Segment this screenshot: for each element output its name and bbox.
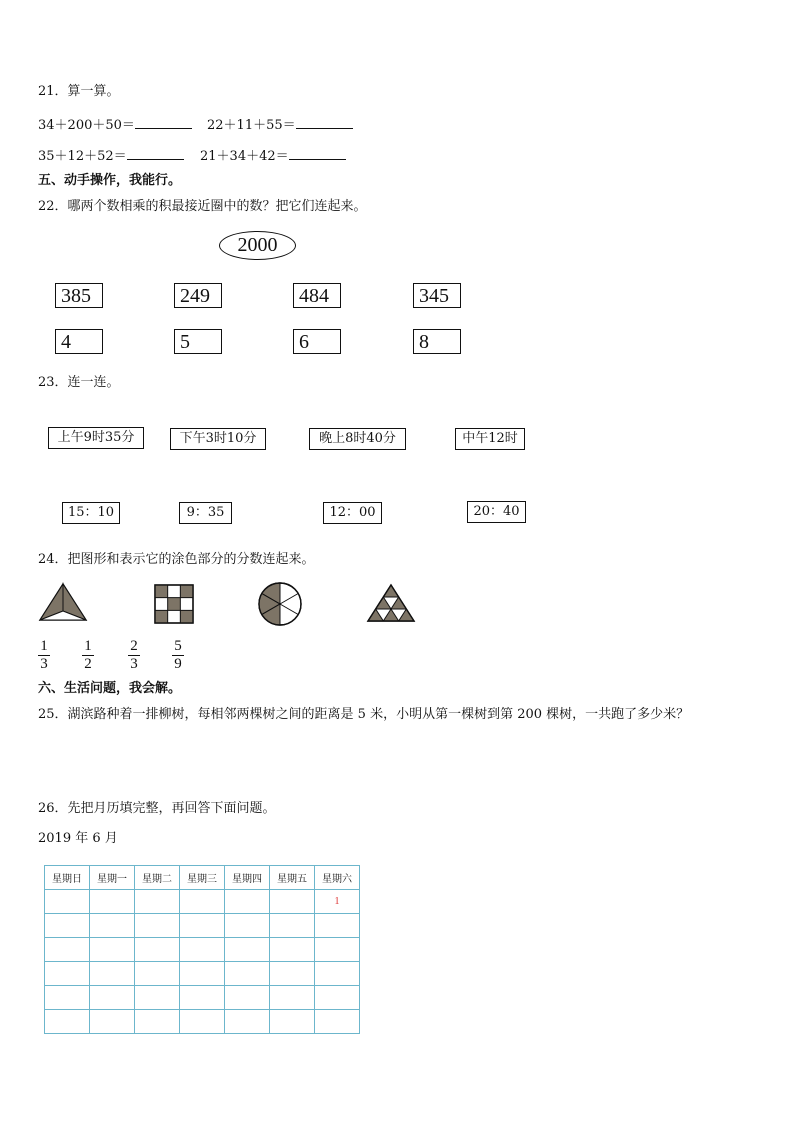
calendar-cell[interactable] bbox=[315, 986, 360, 1010]
calendar-cell[interactable] bbox=[180, 890, 225, 914]
calendar-cell[interactable] bbox=[225, 914, 270, 938]
circle-shape-sixths[interactable] bbox=[257, 581, 303, 627]
calendar-cell-day-1[interactable]: 1 bbox=[315, 890, 360, 914]
triangle-shape-ninths[interactable] bbox=[366, 583, 416, 623]
calendar-cell[interactable] bbox=[270, 938, 315, 962]
calendar-header-row bbox=[45, 866, 360, 890]
shaded-cell bbox=[180, 585, 193, 598]
triangle-shape-thirds[interactable] bbox=[38, 582, 88, 622]
answer-blank[interactable] bbox=[135, 116, 192, 129]
shaded-cell bbox=[155, 585, 168, 598]
calendar-cell[interactable] bbox=[135, 938, 180, 962]
factor-box-345[interactable]: 345 bbox=[413, 283, 461, 308]
calendar-cell[interactable] bbox=[135, 890, 180, 914]
clock-time-box-3[interactable]: 12：00 bbox=[323, 502, 382, 524]
calendar-month-label: 2019 年 6 月 bbox=[38, 831, 118, 846]
calendar-cell[interactable] bbox=[135, 1010, 180, 1034]
section-5-heading: 五、动手操作，我能行。 bbox=[38, 173, 182, 188]
calendar-cell[interactable] bbox=[180, 1010, 225, 1034]
q25-title: 25．湖滨路种着一排柳树，每相邻两棵树之间的距离是 5 米，小明从第一棵树到第 200 棵树，一共跑了多少米？ bbox=[38, 707, 690, 722]
calendar-cell[interactable] bbox=[45, 986, 90, 1010]
answer-blank[interactable] bbox=[127, 147, 184, 160]
q26-title: 26．先把月历填完整，再回答下面问题。 bbox=[38, 801, 276, 816]
calendar-cell[interactable] bbox=[135, 914, 180, 938]
q21-expr-3: 35＋12＋52＝ bbox=[38, 147, 184, 165]
calendar-cell[interactable] bbox=[45, 1010, 90, 1034]
calendar-cell[interactable] bbox=[315, 1010, 360, 1034]
weekday-header: 星期二 bbox=[135, 866, 180, 890]
fraction-2-3[interactable]: 2 3 bbox=[127, 638, 141, 673]
time-text-box-4[interactable]: 中午12时 bbox=[455, 428, 525, 450]
calendar-cell[interactable] bbox=[225, 986, 270, 1010]
calendar-cell[interactable] bbox=[45, 890, 90, 914]
calendar-week-row bbox=[45, 914, 360, 938]
weekday-header: 星期一 bbox=[90, 866, 135, 890]
factor-box-484[interactable]: 484 bbox=[293, 283, 341, 308]
clock-time-box-2[interactable]: 9：35 bbox=[179, 502, 232, 524]
q21-expr-2: 22＋11＋55＝ bbox=[207, 116, 353, 134]
q24-title: 24．把图形和表示它的涂色部分的分数连起来。 bbox=[38, 552, 315, 567]
q21-expr-4: 21＋34＋42＝ bbox=[200, 147, 346, 165]
fraction-5-9[interactable]: 5 9 bbox=[171, 638, 185, 673]
calendar-week-row bbox=[45, 938, 360, 962]
calendar-cell[interactable] bbox=[90, 890, 135, 914]
shaded-triangle bbox=[383, 585, 398, 597]
weekday-header: 星期日 bbox=[45, 866, 90, 890]
calendar-cell[interactable] bbox=[45, 914, 90, 938]
answer-blank[interactable] bbox=[289, 147, 346, 160]
calendar-cell[interactable] bbox=[180, 986, 225, 1010]
calendar-cell[interactable] bbox=[90, 1010, 135, 1034]
calendar-cell[interactable] bbox=[315, 962, 360, 986]
shaded-cell bbox=[180, 610, 193, 623]
calendar-cell[interactable] bbox=[270, 1010, 315, 1034]
time-text-box-3[interactable]: 晚上8时40分 bbox=[309, 428, 406, 450]
shaded-cell bbox=[168, 598, 181, 611]
q22-title: 22．哪两个数相乘的积最接近圈中的数？把它们连起来。 bbox=[38, 199, 367, 214]
calendar-week-row bbox=[45, 986, 360, 1010]
weekday-header: 星期四 bbox=[225, 866, 270, 890]
calendar-cell[interactable] bbox=[90, 914, 135, 938]
factor-box-4[interactable]: 4 bbox=[55, 329, 103, 354]
calendar-cell[interactable] bbox=[90, 986, 135, 1010]
calendar-cell[interactable] bbox=[315, 914, 360, 938]
calendar-cell[interactable] bbox=[270, 962, 315, 986]
calendar-cell[interactable] bbox=[135, 986, 180, 1010]
time-text-box-1[interactable]: 上午9时35分 bbox=[48, 427, 144, 449]
section-6-heading: 六、生活问题，我会解。 bbox=[38, 681, 182, 696]
calendar-cell[interactable] bbox=[90, 962, 135, 986]
factor-box-8[interactable]: 8 bbox=[413, 329, 461, 354]
weekday-header: 星期五 bbox=[270, 866, 315, 890]
clock-time-box-4[interactable]: 20：40 bbox=[467, 501, 526, 523]
calendar-cell[interactable] bbox=[180, 962, 225, 986]
factor-box-249[interactable]: 249 bbox=[174, 283, 222, 308]
calendar-cell[interactable] bbox=[180, 938, 225, 962]
calendar-table bbox=[44, 865, 360, 1034]
calendar-cell[interactable] bbox=[225, 962, 270, 986]
calendar-cell[interactable] bbox=[315, 938, 360, 962]
calendar-week-row bbox=[45, 962, 360, 986]
calendar-cell[interactable] bbox=[180, 914, 225, 938]
answer-blank[interactable] bbox=[296, 116, 353, 129]
weekday-header: 星期六 bbox=[315, 866, 360, 890]
target-oval: 2000 bbox=[219, 231, 296, 260]
q23-title: 23．连一连。 bbox=[38, 375, 120, 390]
calendar-cell[interactable] bbox=[225, 938, 270, 962]
fraction-1-3[interactable]: 1 3 bbox=[37, 638, 51, 673]
calendar-week-row bbox=[45, 1010, 360, 1034]
fraction-1-2[interactable]: 1 2 bbox=[81, 638, 95, 673]
time-text-box-2[interactable]: 下午3时10分 bbox=[170, 428, 266, 450]
calendar-cell[interactable] bbox=[270, 890, 315, 914]
calendar-week-row bbox=[45, 890, 360, 914]
calendar-cell[interactable] bbox=[90, 938, 135, 962]
clock-time-box-1[interactable]: 15：10 bbox=[62, 502, 120, 524]
factor-box-385[interactable]: 385 bbox=[55, 283, 103, 308]
shaded-cell bbox=[155, 610, 168, 623]
calendar-cell[interactable] bbox=[135, 962, 180, 986]
calendar-cell[interactable] bbox=[45, 962, 90, 986]
calendar-cell[interactable] bbox=[225, 890, 270, 914]
weekday-header: 星期三 bbox=[180, 866, 225, 890]
calendar-cell[interactable] bbox=[45, 938, 90, 962]
calendar-cell[interactable] bbox=[270, 914, 315, 938]
calendar-cell[interactable] bbox=[225, 1010, 270, 1034]
factor-box-5[interactable]: 5 bbox=[174, 329, 222, 354]
q21-title: 21．算一算。 bbox=[38, 84, 120, 99]
q21-expr-1: 34＋200＋50＝ bbox=[38, 116, 192, 134]
factor-box-6[interactable]: 6 bbox=[293, 329, 341, 354]
calendar-cell[interactable] bbox=[270, 986, 315, 1010]
grid-shape-ninths[interactable] bbox=[154, 584, 194, 624]
